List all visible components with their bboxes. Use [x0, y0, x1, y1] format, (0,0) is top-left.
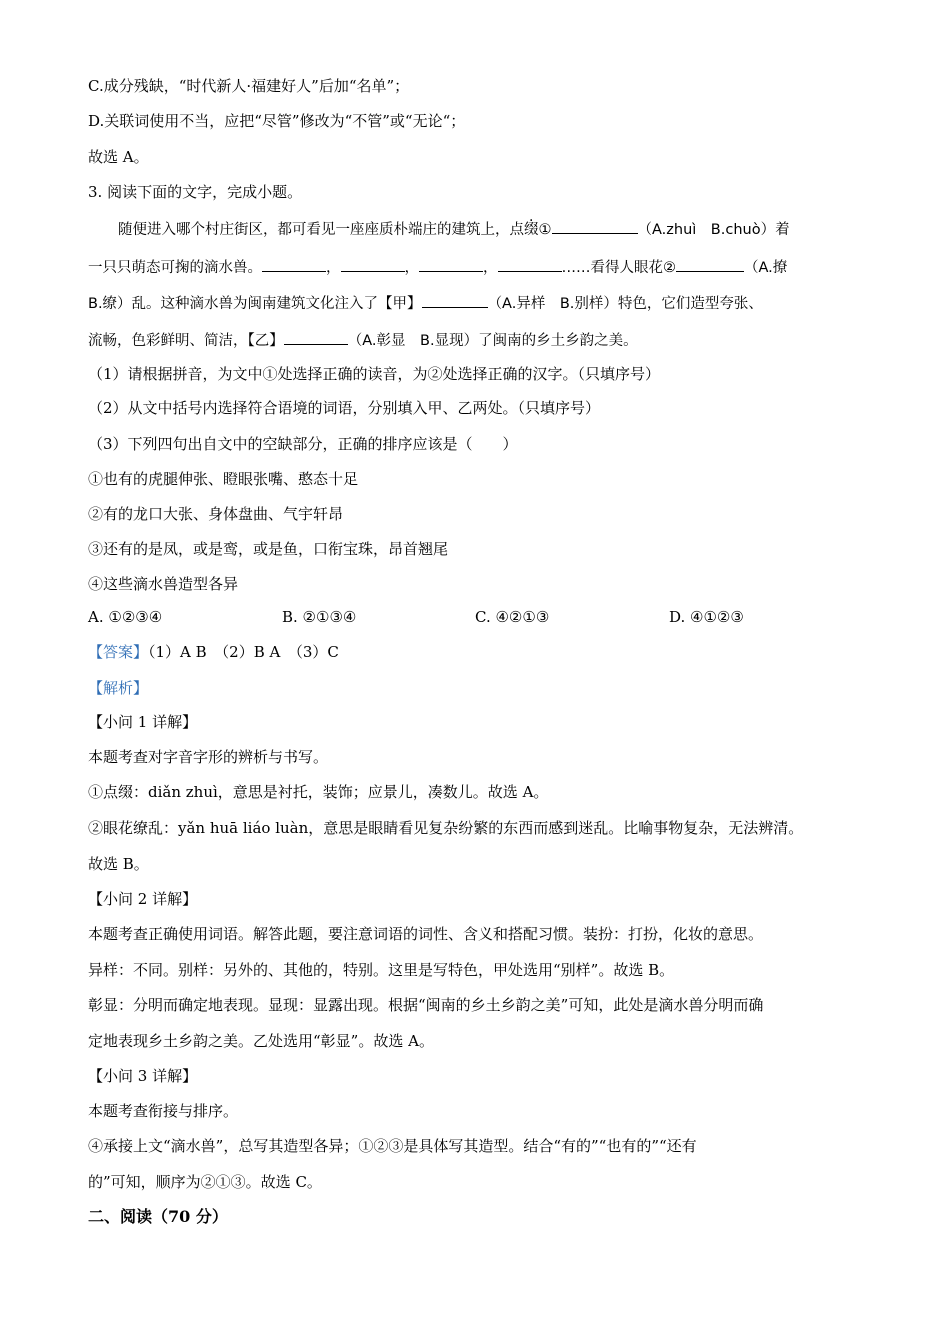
blank-yi [284, 328, 348, 345]
separator: ， [404, 260, 419, 276]
separator: ， [326, 260, 341, 276]
detail-1-heading: 【小问 1 详解】 [88, 713, 198, 731]
sentence-1: ①也有的虎腿伸张、瞪眼张嘴、憨态十足 [88, 470, 359, 488]
blank-jia [422, 291, 488, 308]
passage-line-1 [118, 217, 790, 239]
detail-2-heading: 【小问 2 详解】 [88, 890, 198, 908]
option-c: C. ④②①③ [475, 608, 550, 626]
passage-text: （A.彰显 B.显现）了闽南的乡土乡韵之美。 [347, 333, 638, 349]
option-b: B. ②①③④ [282, 608, 357, 626]
option-d: D. ④①②③ [669, 608, 744, 626]
blank [341, 255, 405, 272]
passage-line-4 [88, 328, 638, 350]
passage-text: 随便进入哪个村庄街区，都可看见一座座质朴端庄的建筑上，点 [118, 222, 524, 238]
marker-1: ① [538, 222, 552, 238]
detail-3-line-1: 本题考查衔接与排序。 [88, 1102, 239, 1120]
passage-text: B.缭）乱。这种滴水兽为闽南建筑文化注入了【甲】 [88, 296, 422, 312]
passage-text: （A.异样 B.别样）特色，它们造型夸张、 [487, 296, 763, 312]
passage-text: （A.撩 [744, 260, 788, 276]
detail-1-line-3: ②眼花缭乱：yǎn huā liáo luàn，意思是眼睛看见复杂纷繁的东西而感到迷乱。比喻事物复杂，无法辨清。 [88, 819, 804, 837]
blank [419, 255, 483, 272]
options-row [88, 606, 868, 628]
blank [262, 255, 326, 272]
passage-text: 流畅，色彩鲜明、简洁，【乙】 [88, 333, 284, 349]
detail-3-line-2: ④承接上文“滴水兽”，总写其造型各异；①②③是具体写其造型。结合“有的”“也有的”“还有 [88, 1137, 697, 1155]
question-3-title: 3. 阅读下面的文字，完成小题。 [88, 183, 303, 201]
passage-line-3 [88, 291, 763, 313]
section-title: 二、阅读（70 分） [88, 1207, 228, 1226]
detail-1-line-2: ①点缀：diǎn zhuì，意思是衬托，装饰；应景儿，凑数儿。故选 A。 [88, 783, 549, 801]
blank [498, 255, 562, 272]
answer-line [88, 641, 339, 663]
sentence-3: ③还有的是凤，或是鸾，或是鱼，口衔宝珠，昂首翘尾 [88, 540, 449, 558]
analysis-tag: 【解析】 [88, 679, 149, 697]
section-2-heading [88, 1206, 228, 1228]
sub-question-3: （3）下列四句出自文中的空缺部分，正确的排序应该是（ ） [88, 435, 518, 453]
passage-text: （A.zhuì B.chuò）着 [637, 222, 790, 238]
passage-text: 一只只萌态可掬的滴水兽。 [88, 260, 262, 276]
separator: ， [483, 260, 498, 276]
answer-tag: 【答案】 [88, 643, 149, 661]
sentence-2: ②有的龙口大张、身体盘曲、气宇轩昂 [88, 505, 344, 523]
detail-1-line-4: 故选 B。 [88, 855, 149, 873]
prev-answer: 故选 A。 [88, 148, 149, 166]
prev-option-c: C.成分残缺，“时代新人·福建好人”后加“名单”； [88, 77, 410, 95]
dotted-char: 缀 [524, 222, 539, 238]
sub-question-2: （2）从文中括号内选择符合语境的词语，分别填入甲、乙两处。（只填序号） [88, 399, 601, 417]
passage-text: ……看得人眼花② [561, 260, 676, 276]
detail-3-line-3: 的”可知，顺序为②①③。故选 C。 [88, 1173, 322, 1191]
detail-2-line-2: 异样：不同。别样：另外的、其他的，特别。这里是写特色，甲处选用“别样”。故选 B。 [88, 961, 675, 979]
blank-2 [676, 255, 744, 272]
detail-2-line-1: 本题考查正确使用词语。解答此题，要注意词语的词性、含义和搭配习惯。装扮：打扮，化妆的意思。 [88, 925, 764, 943]
sentence-4: ④这些滴水兽造型各异 [88, 575, 239, 593]
sub-question-1: （1）请根据拼音，为文中①处选择正确的读音，为②处选择正确的汉字。（只填序号） [88, 365, 661, 383]
blank-1 [552, 217, 638, 234]
answer-text: （1）A B （2）B A （3）C [148, 643, 339, 661]
detail-1-line-1: 本题考查对字音字形的辨析与书写。 [88, 748, 329, 766]
prev-option-d: D.关联词使用不当，应把“尽管”修改为“不管”或“无论“； [88, 112, 466, 130]
detail-2-line-4: 定地表现乡土乡韵之美。乙处选用“彰显”。故选 A。 [88, 1032, 434, 1050]
passage-line-2 [88, 255, 787, 277]
detail-2-line-3: 彰显：分明而确定地表现。显现：显露出现。根据“闽南的乡土乡韵之美”可知，此处是滴水兽分明而确 [88, 996, 764, 1014]
detail-3-heading: 【小问 3 详解】 [88, 1067, 198, 1085]
option-a: A. ①②③④ [88, 608, 163, 626]
